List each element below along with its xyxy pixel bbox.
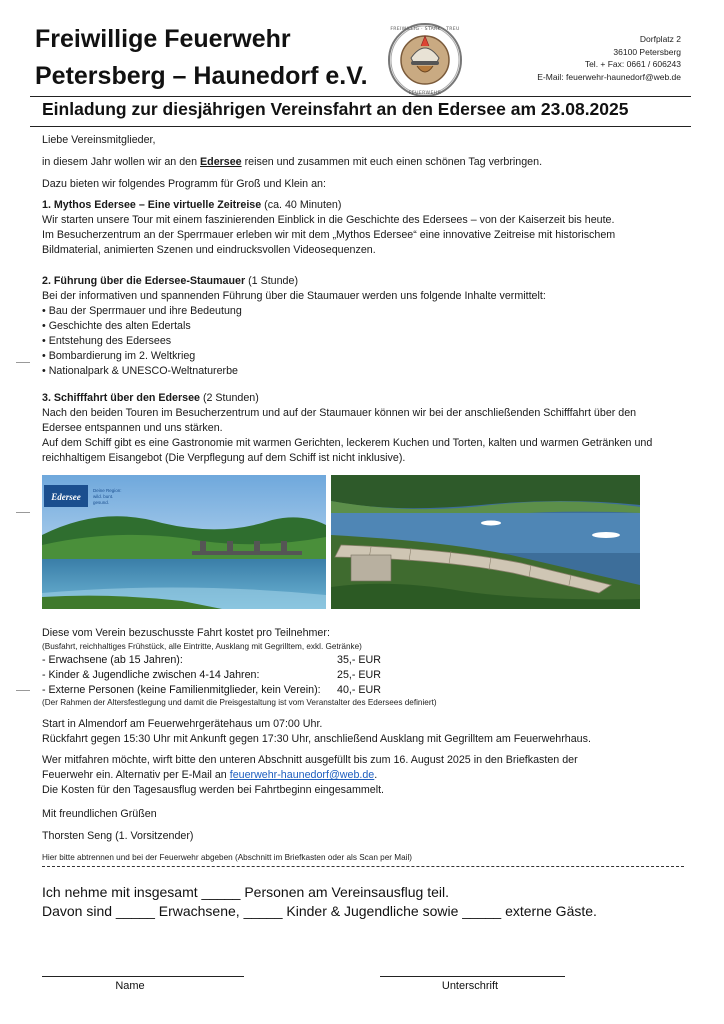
cut-line bbox=[42, 866, 684, 867]
cut-instruction: Hier bitte abtrennen und bei der Feuerwehr abgeben (Abschnitt im Briefkasten oder als Scan per Mail) bbox=[42, 853, 413, 862]
greeting: Liebe Vereinsmitglieder, bbox=[42, 134, 156, 146]
price-value: 40,- EUR bbox=[337, 684, 381, 696]
price-value: 25,- EUR bbox=[337, 669, 381, 681]
pricing-note: (Der Rahmen der Altersfestlegung und damit die Preisgestaltung ist vom Veranstalter des Edersees definiert) bbox=[42, 698, 437, 707]
section-1-line: Bildmaterial, animierten Szenen und eindrucksvollen Videosequenzen. bbox=[42, 244, 376, 256]
name-label: Name bbox=[115, 980, 145, 992]
price-label: - Kinder & Jugendliche zwischen 4-14 Jahren: bbox=[42, 669, 260, 681]
edersee-tagline: wild. bunt. bbox=[93, 494, 114, 499]
signer: Thorsten Seng (1. Vorsitzender) bbox=[42, 830, 194, 842]
section-3-line: Nach den beiden Touren im Besucherzentrum und auf der Staumauer können wir bei der anschließenden Schifffahrt über den bbox=[42, 407, 637, 419]
club-name-line1: Freiwillige Feuerwehr bbox=[35, 25, 291, 53]
edersee-brand-text: Edersee bbox=[51, 492, 81, 502]
price-row bbox=[42, 653, 392, 668]
form-participants: Ich nehme mit insgesamt _____ Personen am Vereinsausflug teil. bbox=[42, 884, 450, 900]
section-3-heading: 3. Schifffahrt über den Edersee (2 Stunden) bbox=[42, 392, 259, 404]
section-1-heading: 1. Mythos Edersee – Eine virtuelle Zeitreise (ca. 40 Minuten) bbox=[42, 199, 342, 211]
fold-mark bbox=[16, 690, 30, 691]
pricing-intro: Diese vom Verein bezuschusste Fahrt kostet pro Teilnehmer: bbox=[42, 627, 330, 639]
bullet-item: • Entstehung des Edersees bbox=[42, 335, 172, 347]
price-label: - Erwachsene (ab 15 Jahren): bbox=[42, 654, 183, 666]
section-1-line: Wir starten unsere Tour mit einem faszinierenden Einblick in die Geschichte des Edersees – von der Kaiserzeit bis heute. bbox=[42, 214, 615, 226]
edersee-lake-photo bbox=[42, 475, 326, 609]
section-2-line: Bei der informativen und spannenden Führung über die Staumauer werden uns folgende Inhalte vermittelt: bbox=[42, 290, 546, 302]
form-breakdown: Davon sind _____ Erwachsene, _____ Kinder & Jugendliche sowie _____ externe Gäste. bbox=[42, 903, 597, 919]
price-row bbox=[42, 683, 392, 698]
signup-line: Wer mitfahren möchte, wirft bitte den unteren Abschnitt ausgefüllt bis zum 16. August 2025 in den Briefkasten der bbox=[42, 754, 578, 766]
schedule-return: Rückfahrt gegen 15:30 Uhr mit Ankunft gegen 17:30 Uhr, anschließend Ausklang mit Gegrilltem am Feuerwehrhaus. bbox=[42, 733, 591, 745]
signature-line bbox=[380, 976, 565, 977]
signature-label: Unterschrift bbox=[441, 980, 499, 992]
name-signature-line bbox=[42, 976, 244, 977]
edersee-tagline: Deine Region: bbox=[93, 488, 122, 493]
address-phone: Tel. + Fax: 0661 / 606243 bbox=[584, 59, 681, 69]
section-3-line: Edersee entspannen und uns stärken. bbox=[42, 422, 223, 434]
schedule-start: Start in Almendorf am Feuerwehrgerätehaus um 07:00 Uhr. bbox=[42, 718, 323, 730]
edersee-highlight: Edersee bbox=[200, 156, 242, 168]
signup-line: Die Kosten für den Tagesausflug werden bei Fahrtbeginn eingesammelt. bbox=[42, 784, 385, 796]
price-label: - Externe Personen (keine Familienmitglieder, kein Verein): bbox=[42, 684, 321, 696]
signup-line: Feuerwehr ein. Alternativ per E-Mail an feuerwehr-haunedorf@web.de. bbox=[42, 769, 378, 781]
address-city: 36100 Petersberg bbox=[613, 46, 681, 57]
fold-mark bbox=[16, 512, 30, 513]
svg-text:FEUERWEHR: FEUERWEHR bbox=[408, 91, 442, 96]
svg-text:FREIWILLIG · STARK · TREU: FREIWILLIG · STARK · TREU bbox=[390, 27, 460, 32]
address-street: Dorfplatz 2 bbox=[639, 34, 681, 44]
edersee-tagline: gesund. bbox=[93, 500, 110, 505]
title-divider bbox=[30, 126, 691, 127]
intro-text: in diesem Jahr wollen wir an den Edersee reisen und zusammen mit euch einen schönen Tag verbringen. bbox=[42, 156, 543, 168]
club-address bbox=[537, 33, 681, 83]
edersee-dam-photo bbox=[331, 475, 640, 609]
fold-mark bbox=[16, 362, 30, 363]
program-intro: Dazu bieten wir folgendes Programm für Groß und Klein an: bbox=[42, 178, 326, 190]
fire-brigade-logo bbox=[387, 22, 463, 98]
section-3-line: reichhaltigem Eisangebot (Die Verpflegung auf dem Schiff ist nicht inklusive). bbox=[42, 452, 406, 464]
price-row bbox=[42, 668, 392, 683]
section-2-heading: 2. Führung über die Edersee-Staumauer (1 Stunde) bbox=[42, 275, 298, 287]
bullet-item: • Geschichte des alten Edertals bbox=[42, 320, 191, 332]
section-3-line: Auf dem Schiff gibt es eine Gastronomie mit warmen Gerichten, leckerem Kuchen und Torten, kalten und warmen Getränken und bbox=[42, 437, 653, 449]
bullet-item: • Bau der Sperrmauer und ihre Bedeutung bbox=[42, 305, 242, 317]
closing: Mit freundlichen Grüßen bbox=[42, 808, 157, 820]
address-email: E-Mail: feuerwehr-haunedorf@web.de bbox=[537, 71, 681, 82]
bullet-item: • Bombardierung im 2. Weltkrieg bbox=[42, 350, 196, 362]
price-value: 35,- EUR bbox=[337, 654, 381, 666]
invitation-title: Einladung zur diesjährigen Vereinsfahrt an den Edersee am 23.08.2025 bbox=[42, 99, 629, 119]
pricing-included: (Busfahrt, reichhaltiges Frühstück, alle Eintritte, Ausklang mit Gegrilltem, exkl. Getränke) bbox=[42, 642, 362, 651]
bullet-item: • Nationalpark & UNESCO-Weltnaturerbe bbox=[42, 365, 238, 377]
email-link[interactable]: feuerwehr-haunedorf@web.de bbox=[229, 769, 375, 781]
header-divider bbox=[30, 96, 691, 97]
section-1-line: Im Besucherzentrum an der Sperrmauer erleben wir mit dem „Mythos Edersee“ eine innovative Zeitreise mit historischem bbox=[42, 229, 616, 241]
club-name-line2: Petersberg – Haunedorf e.V. bbox=[35, 62, 368, 90]
